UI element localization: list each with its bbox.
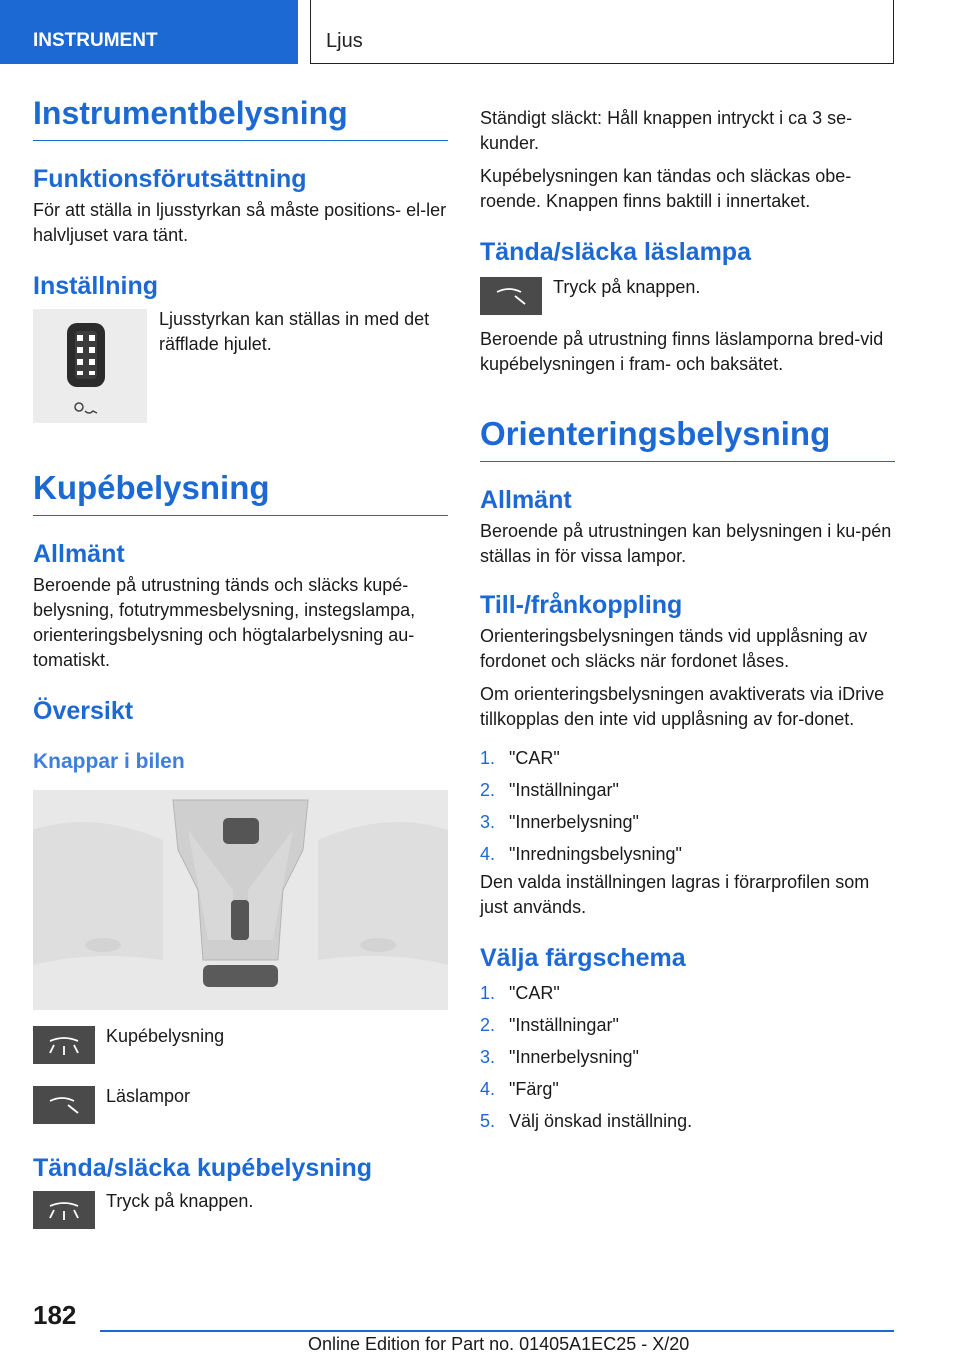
interior-independent-text: Kupébelysningen kan tändas och släckas obe-roende. Knappen finns baktill i innertaket.: [480, 166, 852, 211]
list-item: 3. "Innerbelysning": [480, 1047, 639, 1067]
header-chapter-label: Ljus: [326, 30, 363, 52]
orientation-lighting-title: Orienteringsbelysning: [480, 415, 895, 462]
on-off-title: Till-/frånkoppling: [480, 591, 683, 619]
list-item: 2. "Inställningar": [480, 780, 619, 800]
orientation-general-text: Beroende på utrustningen kan belysningen i ku-pén ställas in för vissa lampor.: [480, 521, 892, 566]
list-item: 4. "Inredningsbelysning": [480, 844, 682, 864]
interior-light-label: Kupébelysning: [106, 1026, 225, 1046]
interior-light-toggle-icon: [33, 1191, 95, 1229]
saved-setting-text: Den valda inställningen lagras i förarprofilen som just används.: [480, 872, 870, 917]
function-prerequisite-text: För att ställa in ljusstyrkan så måste positions- el-ler halvljuset vara tänt.: [33, 200, 447, 245]
buttons-in-car-title: Knappar i bilen: [33, 750, 185, 773]
general-text: Beroende på utrustning tänds och släcks kupé-belysning, fotutrymmesbelysning, instegslampa, orienteringsbelysning och högtalarbelysning au-tomatiskt.: [33, 575, 416, 670]
list-item: 4. "Färg": [480, 1079, 559, 1099]
always-off-text: Ständigt släckt: Håll knappen intryckt i ca 3 se-kunder.: [480, 108, 853, 153]
list-item: 1. "CAR": [480, 983, 560, 1003]
list-item: 2. "Inställningar": [480, 1015, 619, 1035]
overhead-console-illustration: [33, 790, 448, 1010]
header-section-label: INSTRUMENT: [33, 30, 158, 51]
settings-path-list: [480, 742, 895, 870]
dimmer-wheel-icon: [33, 309, 147, 423]
footer-divider: [100, 1330, 894, 1332]
header-section-tab: [0, 0, 298, 64]
orientation-general-title: Allmänt: [480, 486, 572, 514]
deactivated-text: Om orienteringsbelysningen avaktiverats via iDrive tillkopplas den inte vid upplåsning av for-donet.: [480, 684, 885, 729]
instrument-lighting-title: Instrumentbelysning: [33, 95, 448, 141]
list-item: 3. "Innerbelysning": [480, 812, 639, 832]
list-item: 1. "CAR": [480, 748, 560, 768]
general-title: Allmänt: [33, 540, 125, 568]
left-column: [33, 95, 448, 1229]
setting-title: Inställning: [33, 272, 158, 300]
list-item: 5. Välj önskad inställning.: [480, 1111, 693, 1131]
reading-light-info-text: Beroende på utrustning finns läslamporna bred-vid kupébelysningen i fram- och baksätet.: [480, 329, 884, 374]
overhead-console-image: [33, 790, 448, 1010]
function-prerequisite-title: Funktionsförutsättning: [33, 165, 307, 193]
on-off-text: Orienteringsbelysningen tänds vid upplåsning av fordonet och släcks när fordonet låses.: [480, 626, 868, 671]
interior-light-button-icon: [33, 1026, 95, 1064]
right-column: [480, 106, 895, 1137]
color-scheme-title: Välja färgschema: [480, 944, 686, 972]
overview-title: Översikt: [33, 697, 134, 725]
toggle-interior-light-title: Tända/släcka kupébelysning: [33, 1154, 373, 1182]
toggle-reading-light-title: Tända/släcka läslampa: [480, 238, 751, 266]
reading-light-label: Läslampor: [106, 1086, 191, 1106]
header-chapter-box: [310, 0, 894, 64]
footer-edition: Online Edition for Part no. 01405A1EC25 - X/20: [308, 1334, 690, 1354]
interior-lighting-title: Kupébelysning: [33, 469, 448, 516]
color-scheme-list: [480, 977, 895, 1137]
dimmer-wheel-image: [33, 309, 147, 423]
toggle-interior-light-text: Tryck på knappen.: [106, 1191, 254, 1211]
page-number: 182: [33, 1300, 77, 1330]
reading-light-button-icon: [33, 1086, 95, 1124]
reading-light-toggle-icon: [480, 277, 542, 315]
toggle-reading-light-text: Tryck på knappen.: [553, 277, 701, 297]
setting-text: Ljusstyrkan kan ställas in med det räfflade hjulet.: [159, 309, 430, 354]
